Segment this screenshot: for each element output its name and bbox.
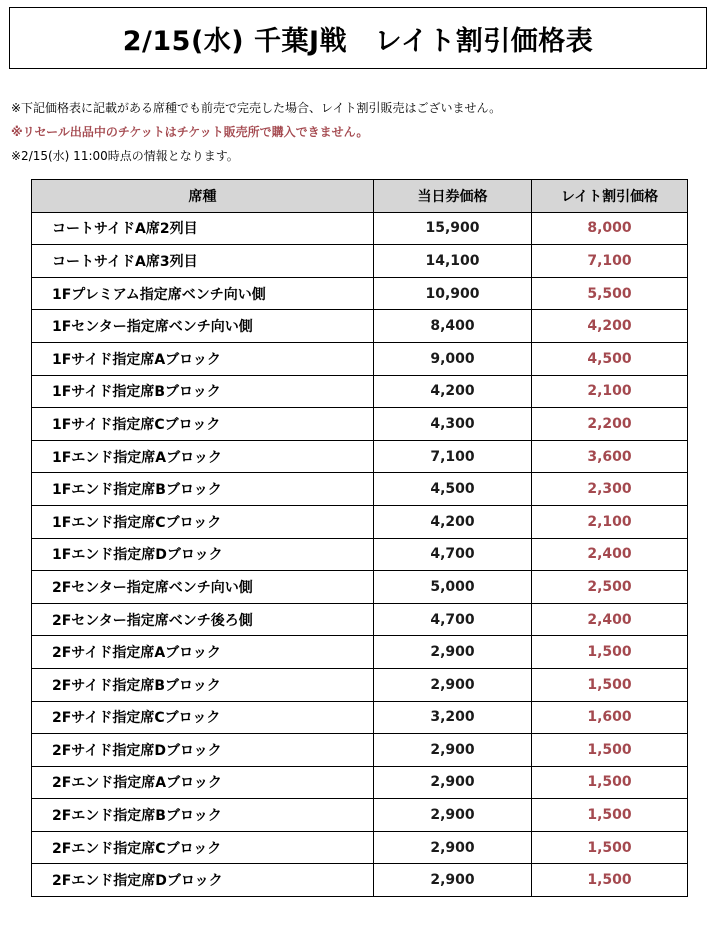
late-price-cell: 8,000 [532,212,688,245]
seat-type-cell: 2Fエンド指定席Aブロック [32,766,374,799]
late-price-cell: 2,100 [532,505,688,538]
day-price-cell: 2,900 [374,864,532,897]
table-row [32,505,688,538]
table-row [32,440,688,473]
table-row [32,408,688,441]
late-price-cell: 1,600 [532,701,688,734]
table-row [32,636,688,669]
day-price-cell: 4,700 [374,603,532,636]
table-row [32,310,688,343]
title-box [9,7,707,69]
table-row [32,864,688,897]
seat-type-cell: 1Fサイド指定席Cブロック [32,408,374,441]
late-price-cell: 7,100 [532,245,688,278]
late-price-cell: 1,500 [532,831,688,864]
header-day-price: 当日券価格 [374,180,532,213]
seat-type-cell: 1Fエンド指定席Cブロック [32,505,374,538]
seat-type-cell: 2Fサイド指定席Bブロック [32,668,374,701]
header-late-price: レイト割引価格 [532,180,688,213]
seat-type-cell: 2Fサイド指定席Aブロック [32,636,374,669]
day-price-cell: 14,100 [374,245,532,278]
day-price-cell: 2,900 [374,668,532,701]
table-header-row [32,180,688,213]
table-row [32,245,688,278]
note-line: ※2/15(水) 11:00時点の情報となります。 [11,149,239,163]
seat-type-cell: 2Fエンド指定席Bブロック [32,799,374,832]
late-price-cell: 4,200 [532,310,688,343]
day-price-cell: 2,900 [374,831,532,864]
note-line: ※下記価格表に記載がある席種でも前売で完売した場合、レイト割引販売はございません。 [11,101,502,115]
seat-type-cell: 2Fエンド指定席Dブロック [32,864,374,897]
table-row [32,375,688,408]
late-price-cell: 1,500 [532,799,688,832]
table-row [32,277,688,310]
late-price-cell: 2,400 [532,538,688,571]
day-price-cell: 15,900 [374,212,532,245]
late-price-cell: 1,500 [532,636,688,669]
seat-type-cell: 1Fサイド指定席Bブロック [32,375,374,408]
day-price-cell: 2,900 [374,799,532,832]
table-row [32,538,688,571]
day-price-cell: 9,000 [374,342,532,375]
day-price-cell: 8,400 [374,310,532,343]
day-price-cell: 4,700 [374,538,532,571]
seat-type-cell: 2Fセンター指定席ベンチ後ろ側 [32,603,374,636]
table-row [32,831,688,864]
day-price-cell: 3,200 [374,701,532,734]
seat-type-cell: コートサイドA席2列目 [32,212,374,245]
seat-type-cell: 2Fエンド指定席Cブロック [32,831,374,864]
page-title: 2/15(水) 千葉J戦 レイト割引価格表 [122,25,594,57]
seat-type-cell: 1Fプレミアム指定席ベンチ向い側 [32,277,374,310]
seat-type-cell: 1Fエンド指定席Dブロック [32,538,374,571]
table-row [32,668,688,701]
day-price-cell: 7,100 [374,440,532,473]
day-price-cell: 2,900 [374,766,532,799]
day-price-cell: 4,200 [374,375,532,408]
notes-section [11,96,711,168]
seat-type-cell: 1Fエンド指定席Bブロック [32,473,374,506]
late-price-cell: 2,400 [532,603,688,636]
late-price-cell: 1,500 [532,864,688,897]
price-table [31,179,688,897]
day-price-cell: 2,900 [374,636,532,669]
table-row [32,701,688,734]
day-price-cell: 4,300 [374,408,532,441]
late-price-cell: 2,500 [532,571,688,604]
late-price-cell: 1,500 [532,734,688,767]
table-row [32,571,688,604]
day-price-cell: 4,500 [374,473,532,506]
late-price-cell: 5,500 [532,277,688,310]
seat-type-cell: 1Fサイド指定席Aブロック [32,342,374,375]
late-price-cell: 4,500 [532,342,688,375]
seat-type-cell: 2Fサイド指定席Dブロック [32,734,374,767]
table-row [32,342,688,375]
table-row [32,734,688,767]
late-price-cell: 2,300 [532,473,688,506]
seat-type-cell: 2Fサイド指定席Cブロック [32,701,374,734]
seat-type-cell: コートサイドA席3列目 [32,245,374,278]
table-row [32,212,688,245]
table-row [32,473,688,506]
table-row [32,603,688,636]
note-line: ※リセール出品中のチケットはチケット販売所で購入できません。 [11,125,369,139]
day-price-cell: 4,200 [374,505,532,538]
late-price-cell: 1,500 [532,766,688,799]
day-price-cell: 2,900 [374,734,532,767]
seat-type-cell: 1Fエンド指定席Aブロック [32,440,374,473]
late-price-cell: 2,100 [532,375,688,408]
day-price-cell: 10,900 [374,277,532,310]
seat-type-cell: 2Fセンター指定席ベンチ向い側 [32,571,374,604]
late-price-cell: 2,200 [532,408,688,441]
table-body [32,212,688,896]
header-seat-type: 席種 [32,180,374,213]
late-price-cell: 1,500 [532,668,688,701]
table-row [32,766,688,799]
seat-type-cell: 1Fセンター指定席ベンチ向い側 [32,310,374,343]
table-row [32,799,688,832]
day-price-cell: 5,000 [374,571,532,604]
late-price-cell: 3,600 [532,440,688,473]
